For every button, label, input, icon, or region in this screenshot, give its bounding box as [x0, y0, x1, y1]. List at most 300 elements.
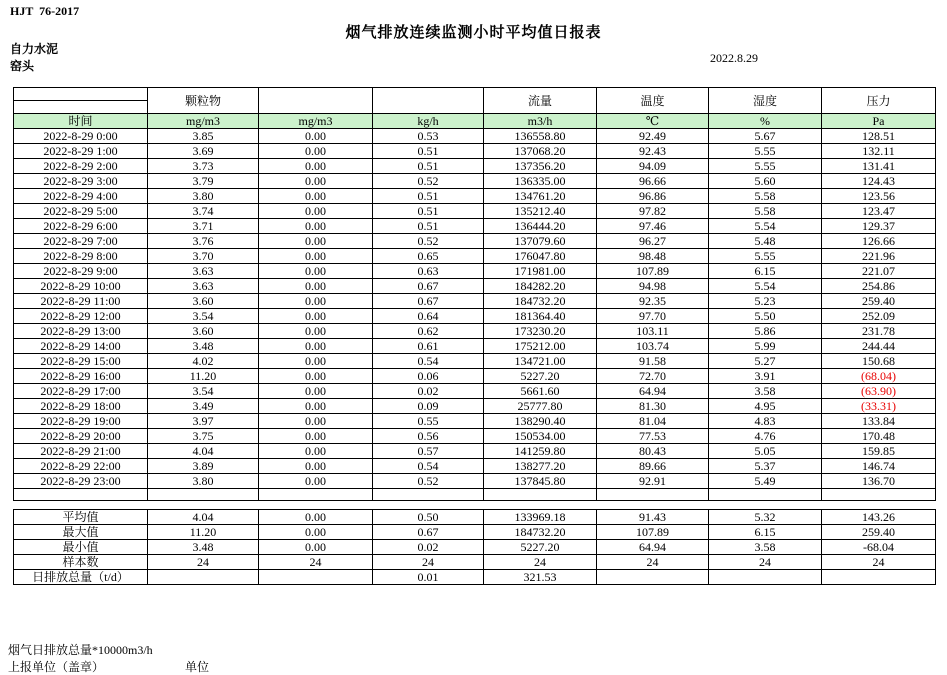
value-cell: 3.76 — [148, 234, 259, 249]
value-cell: 5.48 — [709, 234, 822, 249]
value-cell: 0.00 — [259, 294, 373, 309]
time-cell: 2022-8-29 1:00 — [14, 144, 148, 159]
time-header: 时间 — [14, 114, 148, 129]
value-cell: 96.86 — [597, 189, 709, 204]
unit-header-pa: Pa — [822, 114, 936, 129]
value-cell: 184732.20 — [484, 294, 597, 309]
data-row — [14, 429, 936, 444]
flow-total-note: 烟气日排放总量*10000m3/h — [8, 643, 153, 657]
summary-value-cell: 184732.20 — [484, 525, 597, 540]
report-date: 2022.8.29 — [710, 51, 758, 65]
value-cell: 0.51 — [373, 159, 484, 174]
summary-label: 平均值 — [14, 510, 148, 525]
main-table — [13, 87, 936, 501]
summary-row — [14, 510, 936, 525]
value-cell: 0.57 — [373, 444, 484, 459]
value-cell: 0.54 — [373, 354, 484, 369]
summary-value-cell: 107.89 — [597, 525, 709, 540]
value-cell: 0.52 — [373, 234, 484, 249]
value-cell: 138290.40 — [484, 414, 597, 429]
value-cell: 80.43 — [597, 444, 709, 459]
value-cell: 3.75 — [148, 429, 259, 444]
value-cell: 3.54 — [148, 384, 259, 399]
value-cell: 0.63 — [373, 264, 484, 279]
value-cell: 77.53 — [597, 429, 709, 444]
summary-value-cell: 3.58 — [709, 540, 822, 555]
summary-row — [14, 540, 936, 555]
value-cell: 3.91 — [709, 369, 822, 384]
value-cell: 0.00 — [259, 234, 373, 249]
standard-code: HJT 76-2017 — [10, 4, 80, 18]
data-row — [14, 474, 936, 489]
summary-value-cell: -68.04 — [822, 540, 936, 555]
empty-cell — [14, 489, 148, 501]
summary-value-cell: 24 — [597, 555, 709, 570]
value-cell: 3.63 — [148, 279, 259, 294]
summary-label: 日排放总量（t/d） — [14, 570, 148, 585]
summary-value-cell: 0.00 — [259, 510, 373, 525]
value-cell: 92.43 — [597, 144, 709, 159]
value-cell: 244.44 — [822, 339, 936, 354]
empty-cell — [597, 489, 709, 501]
value-cell: 0.53 — [373, 129, 484, 144]
summary-value-cell: 0.02 — [373, 540, 484, 555]
time-cell: 2022-8-29 13:00 — [14, 324, 148, 339]
value-cell: 5.54 — [709, 219, 822, 234]
col-header-blank-2 — [373, 88, 484, 114]
value-cell: 0.00 — [259, 354, 373, 369]
data-row — [14, 219, 936, 234]
data-row — [14, 369, 936, 384]
data-row — [14, 339, 936, 354]
value-cell: 0.51 — [373, 204, 484, 219]
value-cell: 3.70 — [148, 249, 259, 264]
data-row — [14, 414, 936, 429]
summary-value-cell: 24 — [822, 555, 936, 570]
data-row — [14, 354, 936, 369]
value-cell: 0.09 — [373, 399, 484, 414]
value-cell: 5.23 — [709, 294, 822, 309]
value-cell: 0.00 — [259, 129, 373, 144]
time-cell: 2022-8-29 15:00 — [14, 354, 148, 369]
summary-value-cell: 321.53 — [484, 570, 597, 585]
summary-value-cell: 24 — [709, 555, 822, 570]
col-header-humidity: 湿度 — [709, 88, 822, 114]
value-cell: 4.95 — [709, 399, 822, 414]
value-cell: 103.74 — [597, 339, 709, 354]
value-cell: 221.96 — [822, 249, 936, 264]
value-cell: 129.37 — [822, 219, 936, 234]
value-cell: 3.60 — [148, 324, 259, 339]
value-cell: 171981.00 — [484, 264, 597, 279]
time-cell: 2022-8-29 14:00 — [14, 339, 148, 354]
value-cell: 0.51 — [373, 189, 484, 204]
data-row — [14, 129, 936, 144]
summary-label: 最小值 — [14, 540, 148, 555]
data-row — [14, 249, 936, 264]
value-cell: 136444.20 — [484, 219, 597, 234]
value-cell: 4.76 — [709, 429, 822, 444]
blank-row — [14, 489, 936, 501]
time-cell: 2022-8-29 7:00 — [14, 234, 148, 249]
value-cell: 134721.00 — [484, 354, 597, 369]
unit-label: 单位 — [185, 660, 210, 674]
value-cell: 5.37 — [709, 459, 822, 474]
time-cell: 2022-8-29 12:00 — [14, 309, 148, 324]
value-cell: 0.00 — [259, 279, 373, 294]
value-cell: 0.00 — [259, 219, 373, 234]
summary-value-cell — [597, 570, 709, 585]
value-cell: 0.00 — [259, 249, 373, 264]
time-cell: 2022-8-29 21:00 — [14, 444, 148, 459]
value-cell: 175212.00 — [484, 339, 597, 354]
summary-value-cell: 24 — [484, 555, 597, 570]
value-cell: 3.79 — [148, 174, 259, 189]
value-cell: 92.49 — [597, 129, 709, 144]
value-cell: 3.60 — [148, 294, 259, 309]
value-cell: 94.98 — [597, 279, 709, 294]
value-cell: 123.56 — [822, 189, 936, 204]
corner-cell-top — [14, 88, 148, 101]
empty-cell — [709, 489, 822, 501]
value-cell: 3.71 — [148, 219, 259, 234]
value-cell: 25777.80 — [484, 399, 597, 414]
value-cell: 3.74 — [148, 204, 259, 219]
value-cell: 128.51 — [822, 129, 936, 144]
value-cell: 137068.20 — [484, 144, 597, 159]
data-row — [14, 159, 936, 174]
time-cell: 2022-8-29 5:00 — [14, 204, 148, 219]
units-header-row — [14, 114, 936, 129]
value-cell: 4.02 — [148, 354, 259, 369]
value-cell: 231.78 — [822, 324, 936, 339]
value-cell: 5.55 — [709, 159, 822, 174]
report-title: 烟气排放连续监测小时平均值日报表 — [345, 25, 602, 41]
summary-value-cell — [709, 570, 822, 585]
value-cell: 132.11 — [822, 144, 936, 159]
data-row — [14, 384, 936, 399]
value-cell: 252.09 — [822, 309, 936, 324]
value-cell: 107.89 — [597, 264, 709, 279]
value-cell: 135212.40 — [484, 204, 597, 219]
summary-row — [14, 555, 936, 570]
unit-header-mgm3-2: mg/m3 — [259, 114, 373, 129]
value-cell: 11.20 — [148, 369, 259, 384]
value-cell: 97.46 — [597, 219, 709, 234]
time-cell: 2022-8-29 2:00 — [14, 159, 148, 174]
value-cell: 0.00 — [259, 474, 373, 489]
value-cell: 0.00 — [259, 189, 373, 204]
value-cell: 221.07 — [822, 264, 936, 279]
value-cell: 0.00 — [259, 369, 373, 384]
summary-value-cell: 91.43 — [597, 510, 709, 525]
value-cell: 0.51 — [373, 144, 484, 159]
value-cell: 0.51 — [373, 219, 484, 234]
summary-value-cell: 259.40 — [822, 525, 936, 540]
value-cell: 136.70 — [822, 474, 936, 489]
time-cell: 2022-8-29 3:00 — [14, 174, 148, 189]
summary-value-cell: 24 — [373, 555, 484, 570]
data-row — [14, 264, 936, 279]
time-cell: 2022-8-29 11:00 — [14, 294, 148, 309]
summary-value-cell: 5.32 — [709, 510, 822, 525]
time-cell: 2022-8-29 16:00 — [14, 369, 148, 384]
col-header-pressure: 压力 — [822, 88, 936, 114]
value-cell: 5.55 — [709, 144, 822, 159]
value-cell: 5.67 — [709, 129, 822, 144]
empty-cell — [259, 489, 373, 501]
data-row — [14, 279, 936, 294]
value-cell: 137079.60 — [484, 234, 597, 249]
value-cell: 0.00 — [259, 264, 373, 279]
value-cell: 124.43 — [822, 174, 936, 189]
col-header-particulate: 颗粒物 — [148, 88, 259, 114]
corner-cell-bottom — [14, 101, 148, 114]
value-cell: 0.52 — [373, 474, 484, 489]
value-cell: 64.94 — [597, 384, 709, 399]
report-tables — [13, 87, 935, 585]
summary-value-cell: 0.50 — [373, 510, 484, 525]
time-cell: 2022-8-29 19:00 — [14, 414, 148, 429]
data-row — [14, 204, 936, 219]
group-header-row — [14, 88, 936, 101]
value-cell: 103.11 — [597, 324, 709, 339]
summary-value-cell: 24 — [259, 555, 373, 570]
value-cell: 138277.20 — [484, 459, 597, 474]
value-cell: 5661.60 — [484, 384, 597, 399]
value-cell: 6.15 — [709, 264, 822, 279]
value-cell: 3.69 — [148, 144, 259, 159]
time-cell: 2022-8-29 20:00 — [14, 429, 148, 444]
time-cell: 2022-8-29 22:00 — [14, 459, 148, 474]
value-cell: 173230.20 — [484, 324, 597, 339]
value-cell: 150.68 — [822, 354, 936, 369]
data-row — [14, 309, 936, 324]
value-cell: 72.70 — [597, 369, 709, 384]
value-cell: 0.00 — [259, 459, 373, 474]
unit-header-celsius: ℃ — [597, 114, 709, 129]
value-cell: 131.41 — [822, 159, 936, 174]
value-cell: 0.61 — [373, 339, 484, 354]
value-cell: 150534.00 — [484, 429, 597, 444]
value-cell: 3.80 — [148, 189, 259, 204]
value-cell: 0.62 — [373, 324, 484, 339]
value-cell: 123.47 — [822, 204, 936, 219]
empty-cell — [822, 489, 936, 501]
value-cell: 0.55 — [373, 414, 484, 429]
value-cell: 0.00 — [259, 144, 373, 159]
value-cell: 134761.20 — [484, 189, 597, 204]
value-cell: 5.58 — [709, 189, 822, 204]
value-cell: 91.58 — [597, 354, 709, 369]
value-cell: 136558.80 — [484, 129, 597, 144]
empty-cell — [148, 489, 259, 501]
value-cell: 181364.40 — [484, 309, 597, 324]
summary-value-cell: 4.04 — [148, 510, 259, 525]
time-cell: 2022-8-29 9:00 — [14, 264, 148, 279]
summary-value-cell: 143.26 — [822, 510, 936, 525]
value-cell: 3.49 — [148, 399, 259, 414]
value-cell: 3.85 — [148, 129, 259, 144]
summary-value-cell: 5227.20 — [484, 540, 597, 555]
summary-value-cell: 133969.18 — [484, 510, 597, 525]
value-cell: 137845.80 — [484, 474, 597, 489]
value-cell: 0.00 — [259, 339, 373, 354]
value-cell: 3.48 — [148, 339, 259, 354]
report-unit-label: 上报单位（盖章） — [8, 660, 105, 674]
summary-value-cell: 6.15 — [709, 525, 822, 540]
summary-value-cell — [259, 570, 373, 585]
unit-header-m3h: m3/h — [484, 114, 597, 129]
value-cell: (33.31) — [822, 399, 936, 414]
value-cell: 5.86 — [709, 324, 822, 339]
col-header-temperature: 温度 — [597, 88, 709, 114]
time-cell: 2022-8-29 8:00 — [14, 249, 148, 264]
value-cell: 5.55 — [709, 249, 822, 264]
value-cell: 137356.20 — [484, 159, 597, 174]
value-cell: 0.00 — [259, 384, 373, 399]
value-cell: 0.52 — [373, 174, 484, 189]
value-cell: 146.74 — [822, 459, 936, 474]
time-cell: 2022-8-29 6:00 — [14, 219, 148, 234]
value-cell: 5.99 — [709, 339, 822, 354]
unit-header-kgh: kg/h — [373, 114, 484, 129]
time-cell: 2022-8-29 17:00 — [14, 384, 148, 399]
value-cell: 176047.80 — [484, 249, 597, 264]
value-cell: 98.48 — [597, 249, 709, 264]
summary-value-cell: 0.01 — [373, 570, 484, 585]
value-cell: 5227.20 — [484, 369, 597, 384]
value-cell: 3.80 — [148, 474, 259, 489]
value-cell: 5.60 — [709, 174, 822, 189]
value-cell: 3.73 — [148, 159, 259, 174]
value-cell: 96.27 — [597, 234, 709, 249]
value-cell: 0.65 — [373, 249, 484, 264]
summary-label: 最大值 — [14, 525, 148, 540]
summary-value-cell: 64.94 — [597, 540, 709, 555]
summary-value-cell: 11.20 — [148, 525, 259, 540]
data-row — [14, 444, 936, 459]
time-cell: 2022-8-29 18:00 — [14, 399, 148, 414]
value-cell: 0.00 — [259, 414, 373, 429]
col-header-blank-1 — [259, 88, 373, 114]
value-cell: 0.67 — [373, 279, 484, 294]
value-cell: 259.40 — [822, 294, 936, 309]
value-cell: 0.00 — [259, 429, 373, 444]
value-cell: 0.00 — [259, 204, 373, 219]
value-cell: 4.83 — [709, 414, 822, 429]
value-cell: (63.90) — [822, 384, 936, 399]
value-cell: 0.00 — [259, 399, 373, 414]
value-cell: 4.04 — [148, 444, 259, 459]
value-cell: 0.56 — [373, 429, 484, 444]
summary-row — [14, 570, 936, 585]
value-cell: 3.97 — [148, 414, 259, 429]
value-cell: 92.35 — [597, 294, 709, 309]
unit-header-percent: % — [709, 114, 822, 129]
summary-value-cell: 24 — [148, 555, 259, 570]
value-cell: 0.02 — [373, 384, 484, 399]
data-row — [14, 189, 936, 204]
value-cell: 5.27 — [709, 354, 822, 369]
value-cell: 5.50 — [709, 309, 822, 324]
value-cell: 0.00 — [259, 159, 373, 174]
value-cell: 5.49 — [709, 474, 822, 489]
value-cell: 81.30 — [597, 399, 709, 414]
value-cell: 0.00 — [259, 309, 373, 324]
summary-value-cell — [148, 570, 259, 585]
value-cell: 89.66 — [597, 459, 709, 474]
data-row — [14, 174, 936, 189]
summary-label: 样本数 — [14, 555, 148, 570]
empty-cell — [484, 489, 597, 501]
value-cell: 94.09 — [597, 159, 709, 174]
data-row — [14, 324, 936, 339]
col-header-flow: 流量 — [484, 88, 597, 114]
value-cell: 0.00 — [259, 174, 373, 189]
summary-value-cell: 3.48 — [148, 540, 259, 555]
value-cell: 0.06 — [373, 369, 484, 384]
value-cell: 126.66 — [822, 234, 936, 249]
value-cell: 3.54 — [148, 309, 259, 324]
value-cell: 184282.20 — [484, 279, 597, 294]
data-row — [14, 399, 936, 414]
value-cell: 0.54 — [373, 459, 484, 474]
unit-header-mgm3-1: mg/m3 — [148, 114, 259, 129]
value-cell: 0.00 — [259, 444, 373, 459]
value-cell: 141259.80 — [484, 444, 597, 459]
data-row — [14, 144, 936, 159]
company-name: 自力水泥 — [10, 42, 59, 56]
station-name: 窑头 — [10, 59, 35, 73]
value-cell: 96.66 — [597, 174, 709, 189]
summary-value-cell — [822, 570, 936, 585]
summary-table — [13, 509, 936, 585]
value-cell: 3.89 — [148, 459, 259, 474]
time-cell: 2022-8-29 10:00 — [14, 279, 148, 294]
summary-value-cell: 0.00 — [259, 525, 373, 540]
value-cell: 92.91 — [597, 474, 709, 489]
value-cell: 133.84 — [822, 414, 936, 429]
summary-row — [14, 525, 936, 540]
value-cell: 0.00 — [259, 324, 373, 339]
value-cell: 5.58 — [709, 204, 822, 219]
value-cell: (68.04) — [822, 369, 936, 384]
value-cell: 170.48 — [822, 429, 936, 444]
time-cell: 2022-8-29 0:00 — [14, 129, 148, 144]
value-cell: 3.63 — [148, 264, 259, 279]
value-cell: 136335.00 — [484, 174, 597, 189]
value-cell: 0.64 — [373, 309, 484, 324]
value-cell: 97.82 — [597, 204, 709, 219]
value-cell: 5.54 — [709, 279, 822, 294]
value-cell: 0.67 — [373, 294, 484, 309]
empty-cell — [373, 489, 484, 501]
value-cell: 81.04 — [597, 414, 709, 429]
value-cell: 3.58 — [709, 384, 822, 399]
data-row — [14, 459, 936, 474]
value-cell: 254.86 — [822, 279, 936, 294]
data-row — [14, 294, 936, 309]
summary-value-cell: 0.67 — [373, 525, 484, 540]
data-row — [14, 234, 936, 249]
value-cell: 159.85 — [822, 444, 936, 459]
value-cell: 5.05 — [709, 444, 822, 459]
value-cell: 97.70 — [597, 309, 709, 324]
summary-value-cell: 0.00 — [259, 540, 373, 555]
time-cell: 2022-8-29 4:00 — [14, 189, 148, 204]
time-cell: 2022-8-29 23:00 — [14, 474, 148, 489]
